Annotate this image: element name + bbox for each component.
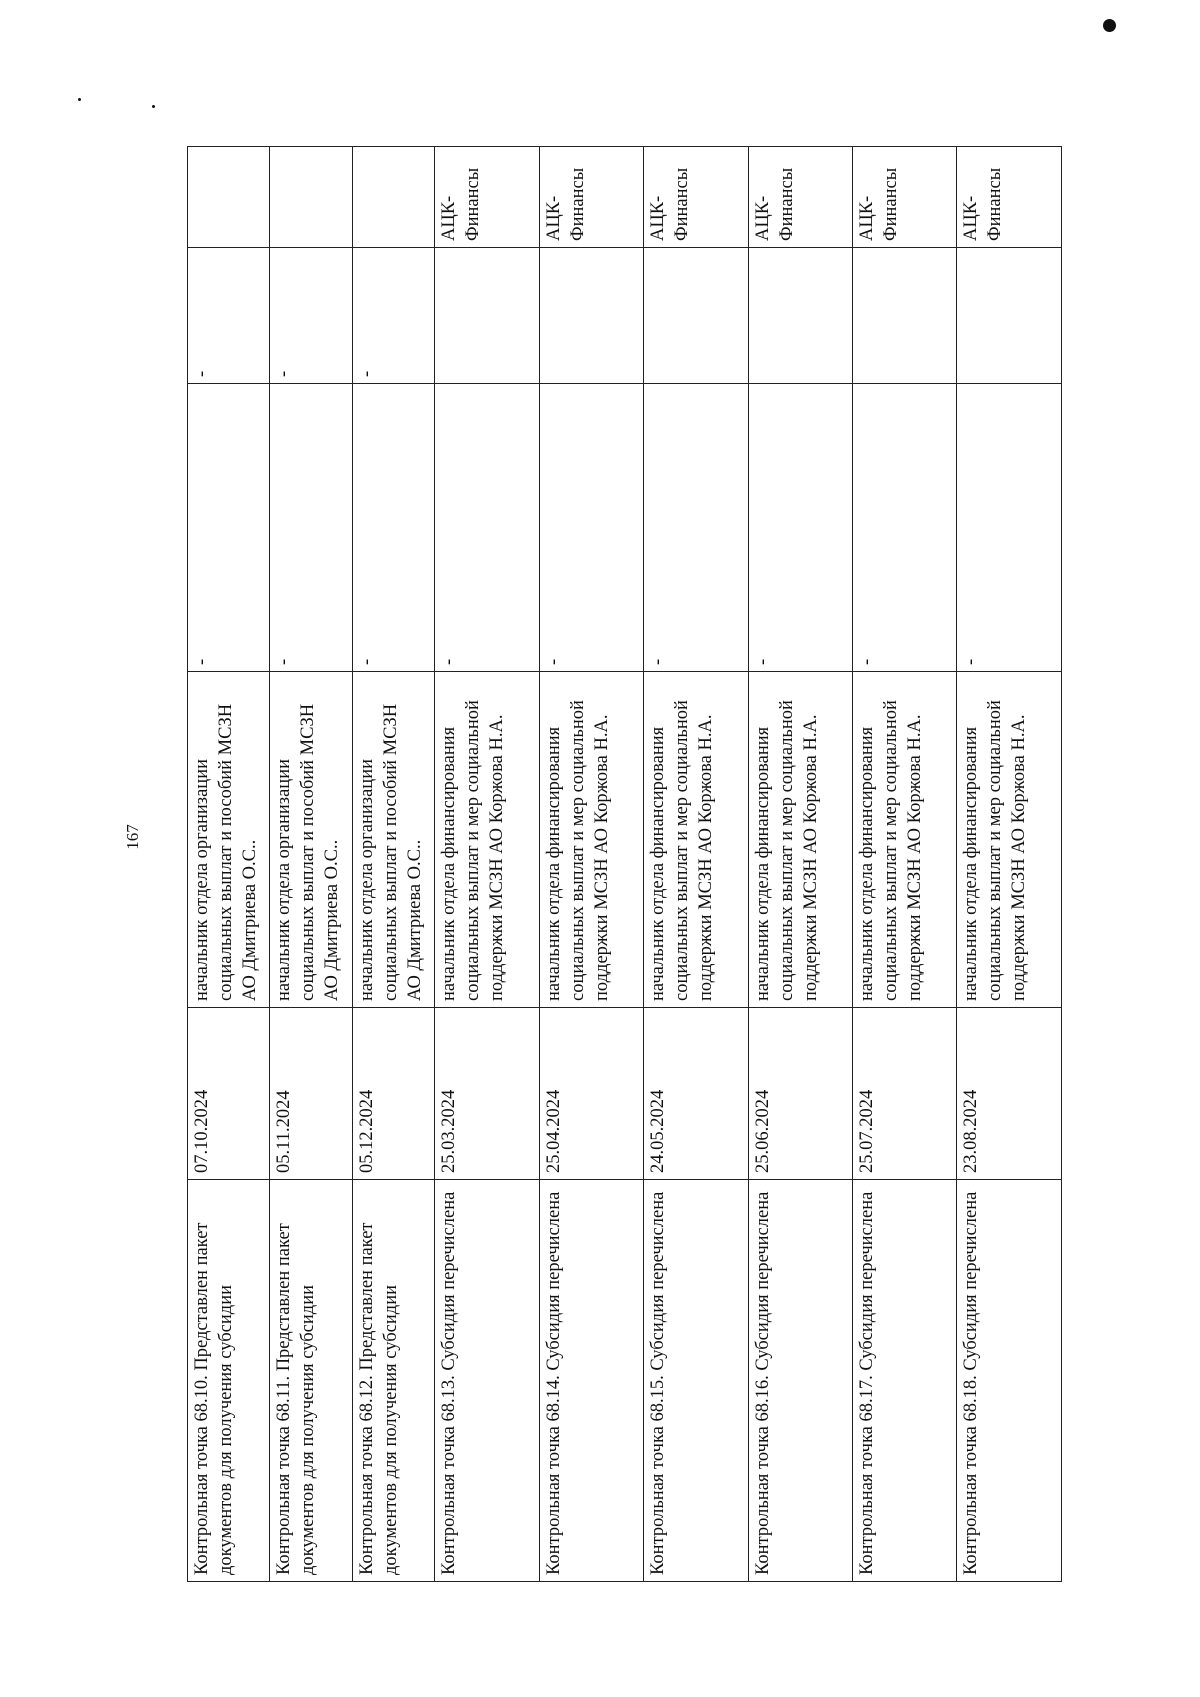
control-point-name-cell: Контрольная точка 68.16. Субсидия перечислена [748, 1180, 852, 1582]
rotated-table-wrapper [187, 147, 1062, 1582]
system-cell [270, 147, 352, 248]
system-cell: АЦК-Финансы [435, 147, 539, 248]
system-cell: АЦК-Финансы [539, 147, 643, 248]
dash-cell: - [539, 384, 643, 672]
control-point-name-cell: Контрольная точка 68.18. Субсидия перечислена [957, 1180, 1062, 1582]
scan-speck [152, 105, 155, 108]
date-cell: 05.12.2024 [352, 1008, 434, 1180]
control-point-name-cell: Контрольная точка 68.10. Представлен пакет документов для получения субсидии [188, 1180, 270, 1582]
empty-cell [957, 248, 1062, 384]
system-cell [352, 147, 434, 248]
date-cell: 23.08.2024 [957, 1008, 1062, 1180]
control-point-name-cell: Контрольная точка 68.17. Субсидия перечислена [853, 1180, 957, 1582]
responsible-cell: начальник отдела финансирования социальных выплат и мер социальной поддержки МСЗН АО Коржова Н.А. [435, 672, 539, 1008]
table-row [188, 147, 270, 1582]
date-cell: 25.04.2024 [539, 1008, 643, 1180]
empty-cell [853, 248, 957, 384]
system-cell [188, 147, 270, 248]
dash-cell: - [270, 384, 352, 672]
table-row [270, 147, 352, 1582]
responsible-cell: начальник отдела организации социальных выплат и пособий МСЗН АО Дмитриева О.С.. [352, 672, 434, 1008]
empty-cell [435, 248, 539, 384]
table-row [435, 147, 539, 1582]
responsible-cell: начальник отдела финансирования социальных выплат и мер социальной поддержки МСЗН АО Коржова Н.А. [644, 672, 748, 1008]
control-point-name-cell: Контрольная точка 68.12. Представлен пакет документов для получения субсидии [352, 1180, 434, 1582]
system-cell: АЦК-Финансы [644, 147, 748, 248]
date-cell: 25.07.2024 [853, 1008, 957, 1180]
system-cell: АЦК-Финансы [853, 147, 957, 248]
system-cell: АЦК-Финансы [957, 147, 1062, 248]
table-row [539, 147, 643, 1582]
empty-cell [539, 248, 643, 384]
responsible-cell: начальник отдела финансирования социальных выплат и мер социальной поддержки МСЗН АО Коржова Н.А. [539, 672, 643, 1008]
table-row [853, 147, 957, 1582]
system-cell: АЦК-Финансы [748, 147, 852, 248]
dash-cell: - [188, 248, 270, 384]
date-cell: 25.06.2024 [748, 1008, 852, 1180]
table-row [644, 147, 748, 1582]
date-cell: 25.03.2024 [435, 1008, 539, 1180]
scan-speck [1103, 19, 1116, 32]
table-row [748, 147, 852, 1582]
responsible-cell: начальник отдела организации социальных выплат и пособий МСЗН АО Дмитриева О.С.. [270, 672, 352, 1008]
dash-cell: - [188, 384, 270, 672]
dash-cell: - [748, 384, 852, 672]
control-point-name-cell: Контрольная точка 68.13. Субсидия перечислена [435, 1180, 539, 1582]
control-point-name-cell: Контрольная точка 68.15. Субсидия перечислена [644, 1180, 748, 1582]
empty-cell [748, 248, 852, 384]
responsible-cell: начальник отдела финансирования социальных выплат и мер социальной поддержки МСЗН АО Коржова Н.А. [853, 672, 957, 1008]
dash-cell: - [270, 248, 352, 384]
dash-cell: - [957, 384, 1062, 672]
date-cell: 07.10.2024 [188, 1008, 270, 1180]
dash-cell: - [352, 248, 434, 384]
scan-speck [78, 98, 81, 101]
dash-cell: - [644, 384, 748, 672]
table-row [957, 147, 1062, 1582]
dash-cell: - [853, 384, 957, 672]
control-point-name-cell: Контрольная точка 68.11. Представлен пакет документов для получения субсидии [270, 1180, 352, 1582]
table-row [352, 147, 434, 1582]
page-number: 167 [123, 824, 142, 850]
responsible-cell: начальник отдела организации социальных выплат и пособий МСЗН АО Дмитриева О.С.. [188, 672, 270, 1008]
dash-cell: - [352, 384, 434, 672]
control-point-name-cell: Контрольная точка 68.14. Субсидия перечислена [539, 1180, 643, 1582]
date-cell: 05.11.2024 [270, 1008, 352, 1180]
dash-cell: - [435, 384, 539, 672]
responsible-cell: начальник отдела финансирования социальных выплат и мер социальной поддержки МСЗН АО Коржова Н.А. [957, 672, 1062, 1008]
date-cell: 24.05.2024 [644, 1008, 748, 1180]
responsible-cell: начальник отдела финансирования социальных выплат и мер социальной поддержки МСЗН АО Коржова Н.А. [748, 672, 852, 1008]
empty-cell [644, 248, 748, 384]
control-points-table [187, 146, 1062, 1582]
